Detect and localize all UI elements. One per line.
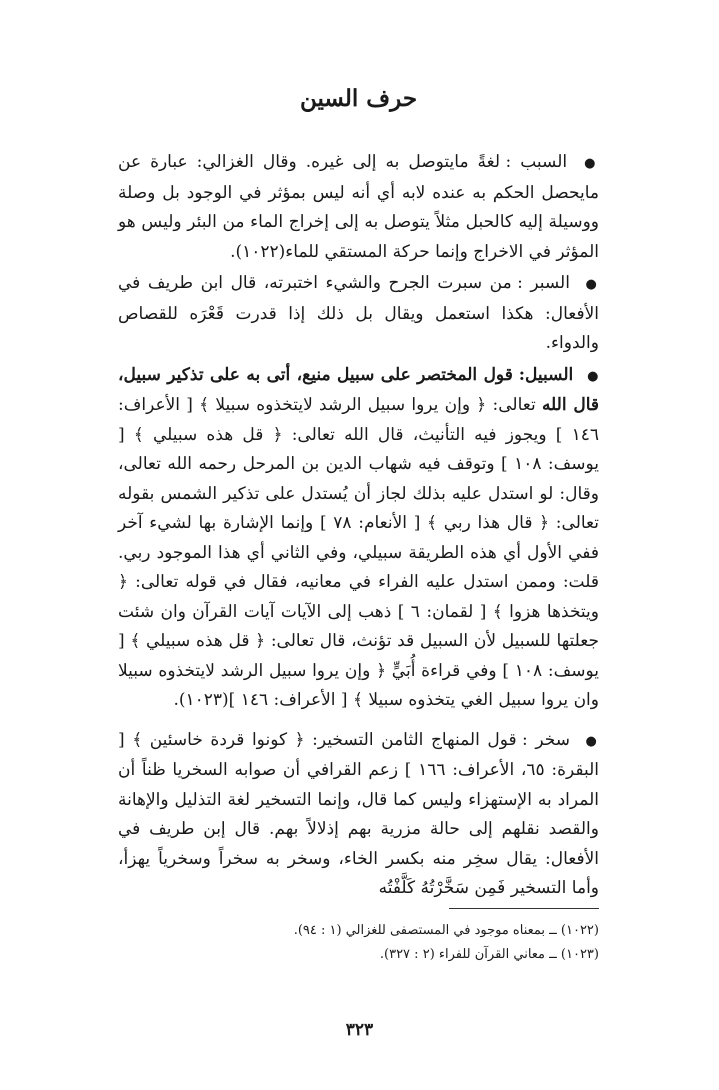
entry-sabab: [118, 148, 599, 267]
entry-sakhar: [118, 726, 599, 904]
page-number: ٣٢٣: [345, 1020, 374, 1040]
entry-sabil: [118, 361, 599, 716]
entry-term: السبر: [530, 273, 570, 293]
bullet-icon: ●: [585, 733, 600, 749]
entry-text: : قول المنهاج الثامن التسخير: ﴿ كونوا قردة خاسئين ﴾ [ البقرة: ٦٥، الأعراف: ١٦٦ ] زعم القرافي أن صوابه السخريا ظناً أن المراد به الإستهزاء وليس كما قال، وإنما التسخير لغة التذليل والإهانة والقصد نقلهم إلى حالة مزرية بهم إذلالاً بهم. قال إبن طريف في الأفعال: يقال سخِر منه بكسر الخاء، وسخر به سخراً وسخرياً يهزأ، وأما التسخير فَمِن سَخَّرْتُهُ كَلَّفْتُه: [118, 729, 599, 898]
bullet-icon: ●: [587, 368, 600, 384]
bullet-icon: ●: [585, 277, 600, 292]
entry-text: : لغةً مايتوصل به إلى غيره. وقال الغزالي: عبارة عن مايحصل الحكم به عنده لابه أي أنه ليس بمؤثر في الوجود بل وصلة ووسيلة إليه كالحبل مثلاً يتوصل به إلى إخراج الماء من البئر وليس هو المؤثر في الاخراج وإنما حركة المستقي للماء(١٠٢٢).: [118, 152, 599, 262]
footnotes: [118, 908, 599, 967]
footnote-1023: (١٠٢٣) ــ معاني القرآن للفراء (٢ : ٣٢٧).: [379, 947, 599, 962]
entry-term: السبيل: قول المختصر على سبيل منيع، أتى به على تذكير سبيل، قال الله: [118, 364, 599, 415]
footnote-1022: (١٠٢٢) ــ بمعناه موجود في المستصفى للغزالي (١ : ٩٤).: [293, 923, 599, 938]
footnote-divider: [449, 908, 599, 909]
entries: [118, 148, 599, 904]
entry-term: السبب: [520, 152, 568, 172]
entry-text: تعالى: ﴿ وإن يروا سبيل الرشد لايتخذوه سبيلا ﴾ [ الأعراف: ١٤٦ ] ويجوز فيه التأنيث، قال الله تعالى: ﴿ قل هذه سبيلي ﴾ [ يوسف: ١٠٨ ] وتوقف فيه شهاب الدين بن المرحل رحمه الله تعالى، وقال: لو استدل عليه بذلك لجاز أن يُستدل على تذكير الشمس بقوله تعالى: ﴿ قال هذا ربي ﴾ [ الأنعام: ٧٨ ] وإنما الإشارة بها لشيء آخر ففي الأول أي هذه الطريقة سبيلي، وفي الثاني أي هذا الموجود ربي. قلت: وممن استدل عليه الفراء في معانيه، فقال في قوله تعالى: ﴿ ويتخذها هزوا ﴾ [ لقمان: ٦ ] ذهب إلى الآيات آيات القرآن وان شئت جعلتها للسبيل لأن السبيل قد تؤنث، قال تعالى: ﴿ قل هذه سبيلي ﴾ [ يوسف: ١٠٨ ] وفي قراءة أُبَيٍّ ﴿ وإن يروا سبيل الرشد لايتخذوه سبيلا وان يروا سبيل الغي يتخذوه سبيلا ﴾ [ الأعراف: ١٤٦ ](١٠٢٣).: [118, 395, 599, 710]
entry-sabr: [118, 269, 599, 359]
entry-term: سخر: [535, 729, 570, 750]
bullet-icon: ●: [584, 156, 600, 171]
entry-text: : من سبرت الجرح والشيء اختبرته، قال ابن طريف في الأفعال: هكذا استعمل ويقال بل ذلك إذا قدرت قَعْرَه للقصاص والدواء.: [118, 273, 599, 353]
chapter-title: حرف السين: [299, 85, 418, 112]
